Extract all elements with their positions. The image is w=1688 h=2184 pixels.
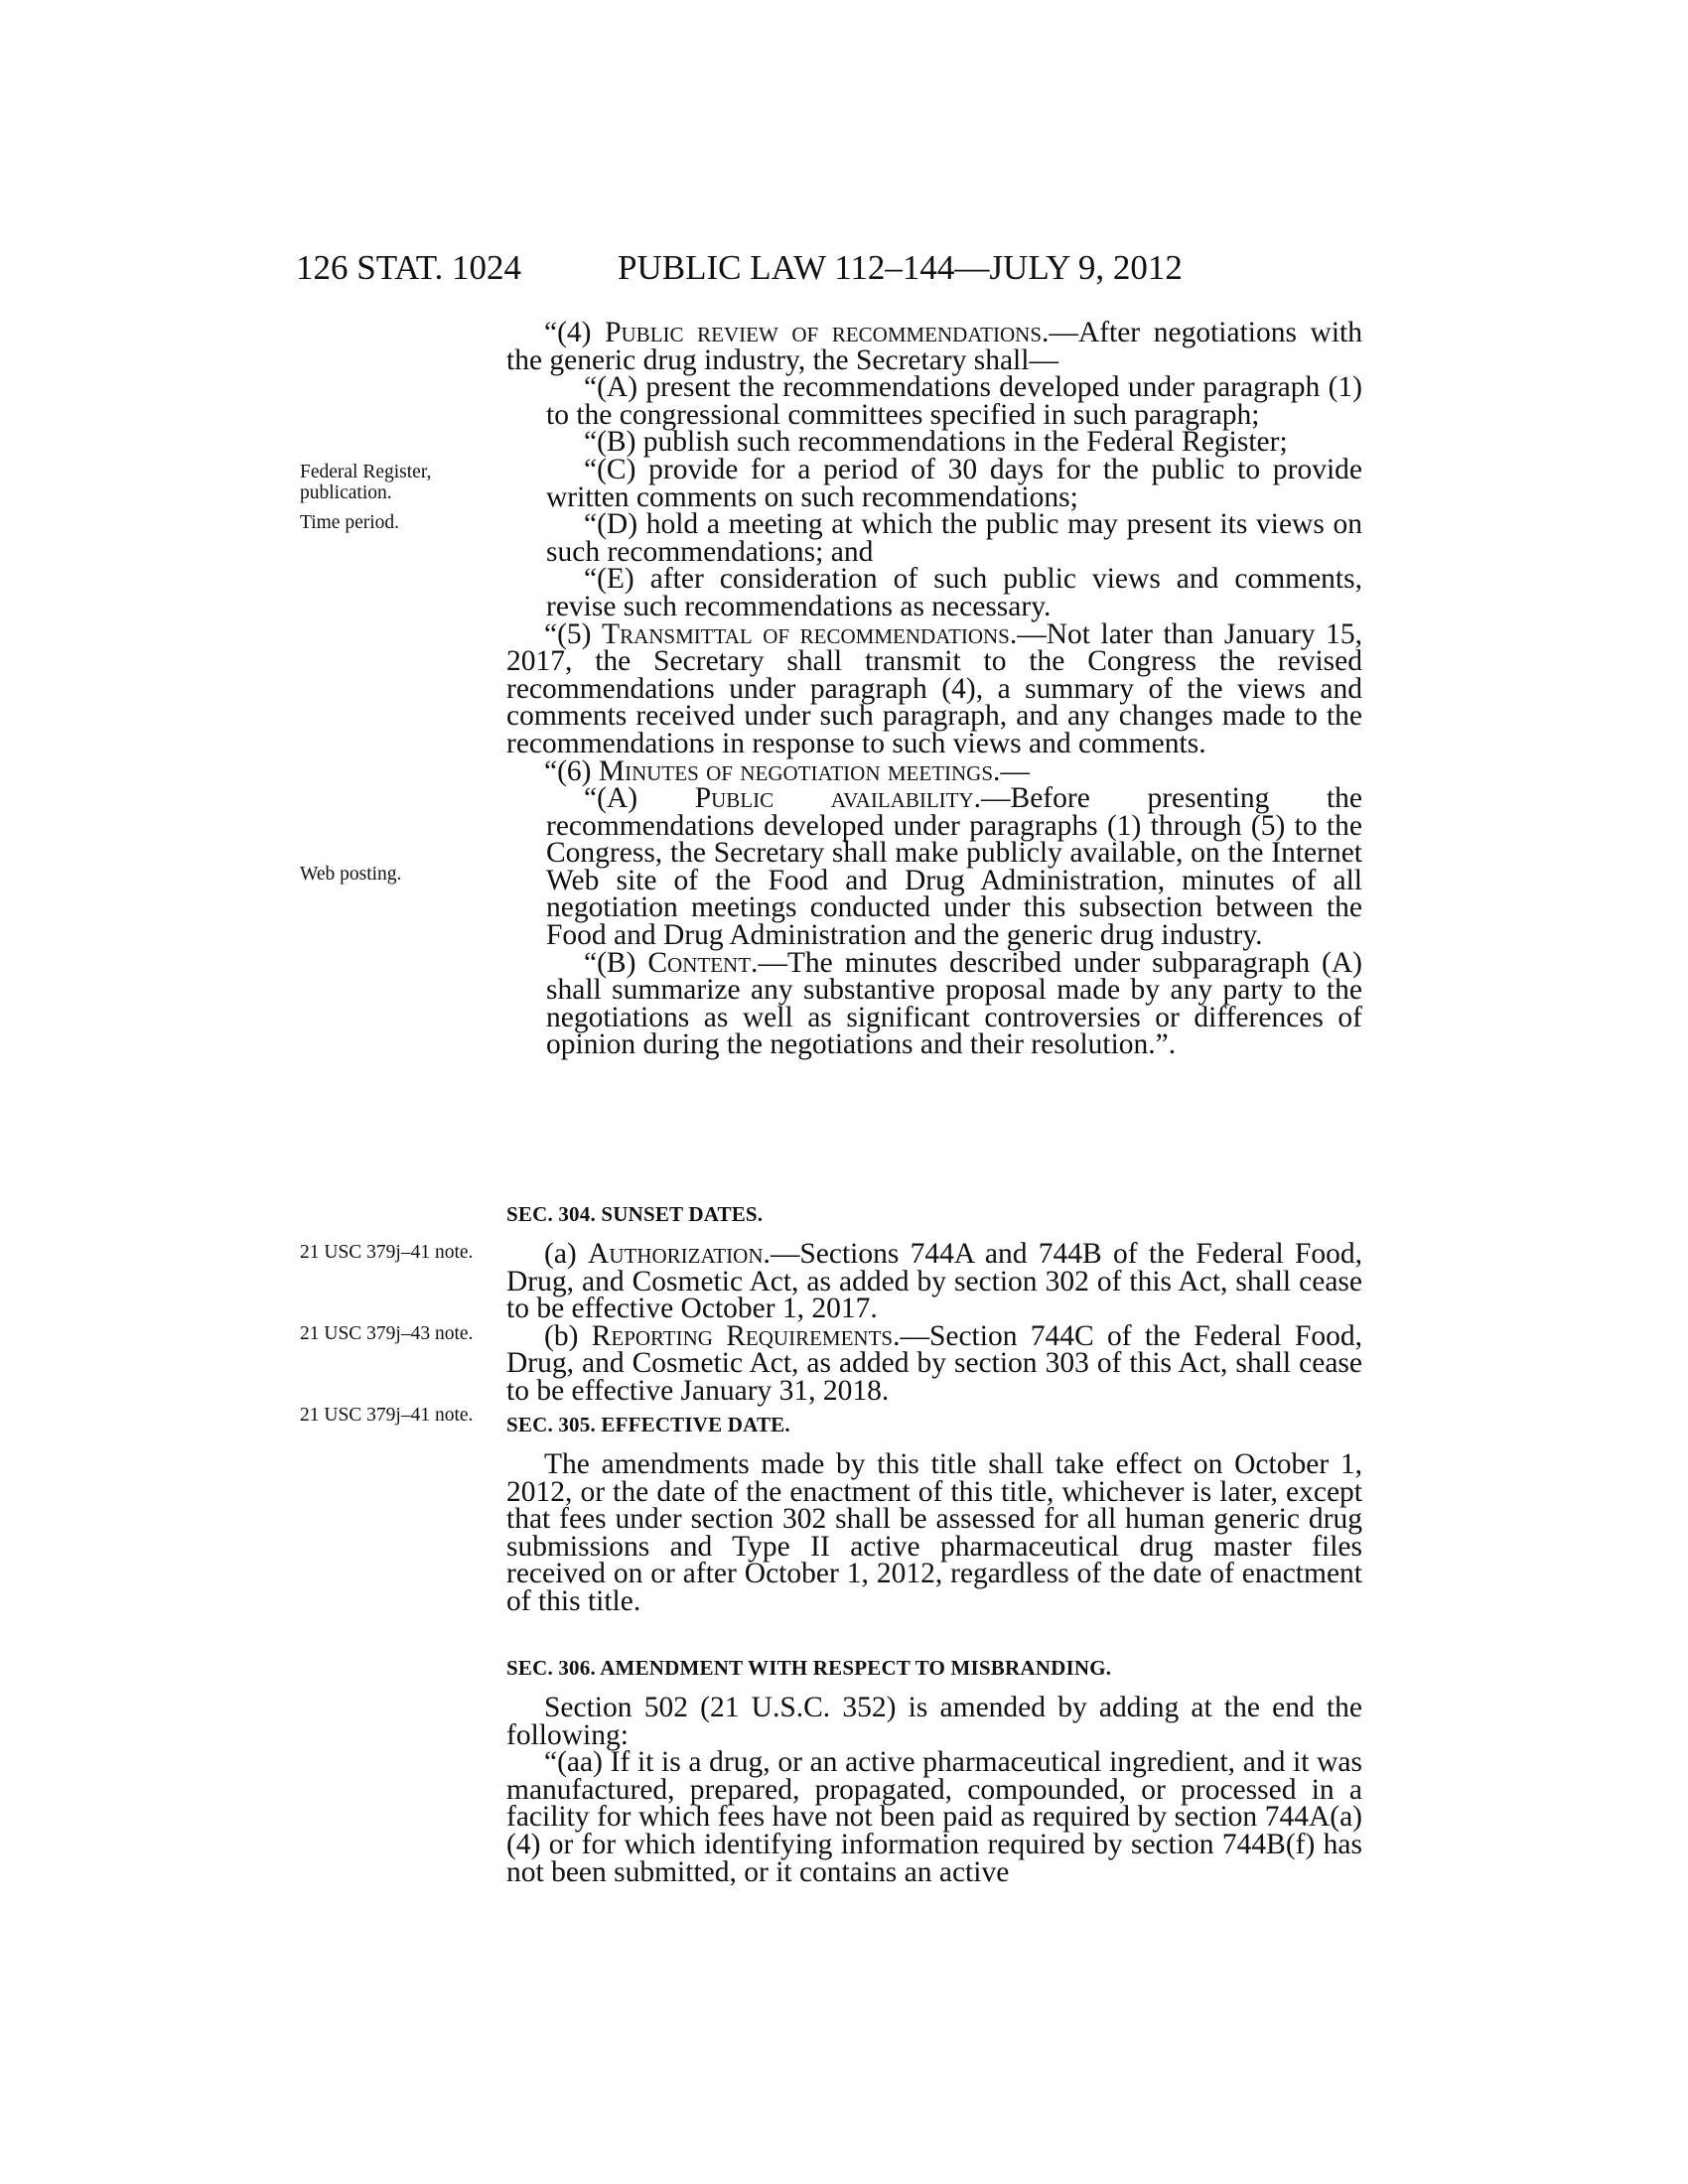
paragraph-6 (506, 754, 1362, 787)
paragraph-4-item-b: “(B) publish such recommendations in the Federal Register; (584, 426, 1288, 459)
section-304-b-lead: (b) (544, 1319, 592, 1352)
paragraph-5-heading: Transmittal of recommendations. (602, 617, 1018, 650)
law-title: PUBLIC LAW 112–144—JULY 9, 2012 (618, 248, 1183, 287)
paragraph-6-heading: Minutes of negotiation meetings. (598, 754, 1001, 787)
paragraph-4-lead: “(4) (544, 317, 606, 348)
section-304-a-heading: Authorization. (588, 1238, 771, 1270)
section-305-block (506, 1412, 1362, 1439)
paragraph-4-heading: Public review of recommendations. (605, 317, 1050, 348)
paragraph-4-item-c: “(C) provide for a period of 30 days for the public to provide written comments on such recommendations; (546, 453, 1362, 513)
margin-note-web-posting: Web posting. (300, 864, 402, 885)
section-306-body (506, 1692, 1362, 1888)
paragraph-6-item-a (506, 782, 1363, 952)
section-306-title: SEC. 306. AMENDMENT WITH RESPECT TO MISBRANDING. (506, 1656, 1112, 1680)
section-306-aa: “(aa) If it is a drug, or an active pharmaceutical ingredient, and it was manufactured, prepared, propagated, compounded, or processed in a facility for which fees have not been paid as required by section 744A(a)(4) or for which identifying information required by section 744B(f) has not been submitted, or it contains an active (506, 1746, 1362, 1888)
section-304-a (506, 1238, 1362, 1325)
section-305-body (506, 1448, 1362, 1617)
paragraph-6-item-a-text: —Before presenting the recommendations developed under paragraphs (1) through (5) to the Congress, the Secretary shall make publicly available, on the Internet Web site of the Food and Drug Administration, minutes of all negotiation meetings conducted under this subsection between the Food and Drug Administration and the generic drug industry. (546, 782, 1363, 952)
page-citation: 126 STAT. 1024 (296, 248, 521, 287)
margin-note-usc-1: 21 USC 379j–41 note. (300, 1242, 474, 1263)
paragraph-4-text: —After negotiations with the generic drug industry, the Secretary shall— (506, 317, 1362, 376)
paragraph-4-item-a: “(A) present the recommendations developed under paragraph (1) to the congressional committees specified in such paragraph; (546, 371, 1362, 431)
margin-note-time-period: Time period. (300, 512, 400, 533)
margin-note-federal-register: Federal Register, publication. (300, 462, 432, 503)
paragraph-6-item-b-lead: “(B) (584, 946, 648, 979)
paragraph-6-item-a-lead: “(A) (584, 782, 695, 815)
paragraph-6-item-b (506, 946, 1362, 1061)
section-304-b-text: —Section 744C of the Federal Food, Drug, and Cosmetic Act, as added by section 303 of this Act, shall cease to be effective January 31, 2018. (506, 1319, 1362, 1407)
section-305-text: The amendments made by this title shall take effect on October 1, 2012, or the date of the enactment of this title, whichever is later, except that fees under section 302 shall be assessed for all human generic drug submissions and Type II active pharmaceutical drug master files received on or after October 1, 2012, regardless of the date of enactment of this title. (506, 1448, 1362, 1617)
paragraph-4-item-d: “(D) hold a meeting at which the public may present its views on such recommendations; and (546, 508, 1362, 568)
paragraph-6-dash: — (1000, 754, 1030, 787)
section-304-body (506, 1238, 1362, 1407)
paragraph-5-lead: “(5) (544, 617, 603, 650)
paragraph-4-item-e: “(E) after consideration of such public views and comments, revise such recommendations as necessary. (546, 563, 1362, 622)
paragraph-6-item-b-text: —The minutes described under subparagraph (A) shall summarize any substantive proposal made by any party to the negotiations as well as significant controversies or differences of opinion during the negotiations and their resolution.”. (546, 946, 1362, 1061)
paragraph-4-block (506, 317, 1363, 1061)
section-304-block (506, 1201, 1362, 1229)
section-304-b (506, 1319, 1362, 1407)
section-306-text: Section 502 (21 U.S.C. 352) is amended by adding at the end the following: (506, 1692, 1362, 1751)
paragraph-6-item-b-heading: Content. (647, 946, 759, 979)
paragraph-5-text: —Not later than January 15, 2017, the Secretary shall transmit to the Congress the revised recommendations under paragraph (4), a summary of the views and comments received under such paragraph, and any changes made to the recommendations in response to such views and comments. (506, 617, 1362, 759)
section-304-a-lead: (a) (544, 1238, 589, 1270)
section-304-title: SEC. 304. SUNSET DATES. (506, 1202, 764, 1226)
paragraph-6-lead: “(6) (544, 754, 599, 787)
margin-note-usc-3: 21 USC 379j–41 note. (300, 1405, 474, 1426)
section-305-title: SEC. 305. EFFECTIVE DATE. (506, 1413, 790, 1436)
paragraph-5 (506, 617, 1362, 759)
margin-note-usc-2: 21 USC 379j–43 note. (300, 1323, 474, 1344)
section-304-a-text: —Sections 744A and 744B of the Federal Food, Drug, and Cosmetic Act, as added by section 302 of this Act, shall cease to be effective October 1, 2017. (506, 1238, 1362, 1325)
paragraph-6-item-a-heading: Public availability. (694, 782, 982, 815)
paragraph-4 (506, 317, 1362, 376)
section-306-block (506, 1655, 1362, 1683)
section-304-b-heading: Reporting Requirements. (591, 1319, 901, 1352)
